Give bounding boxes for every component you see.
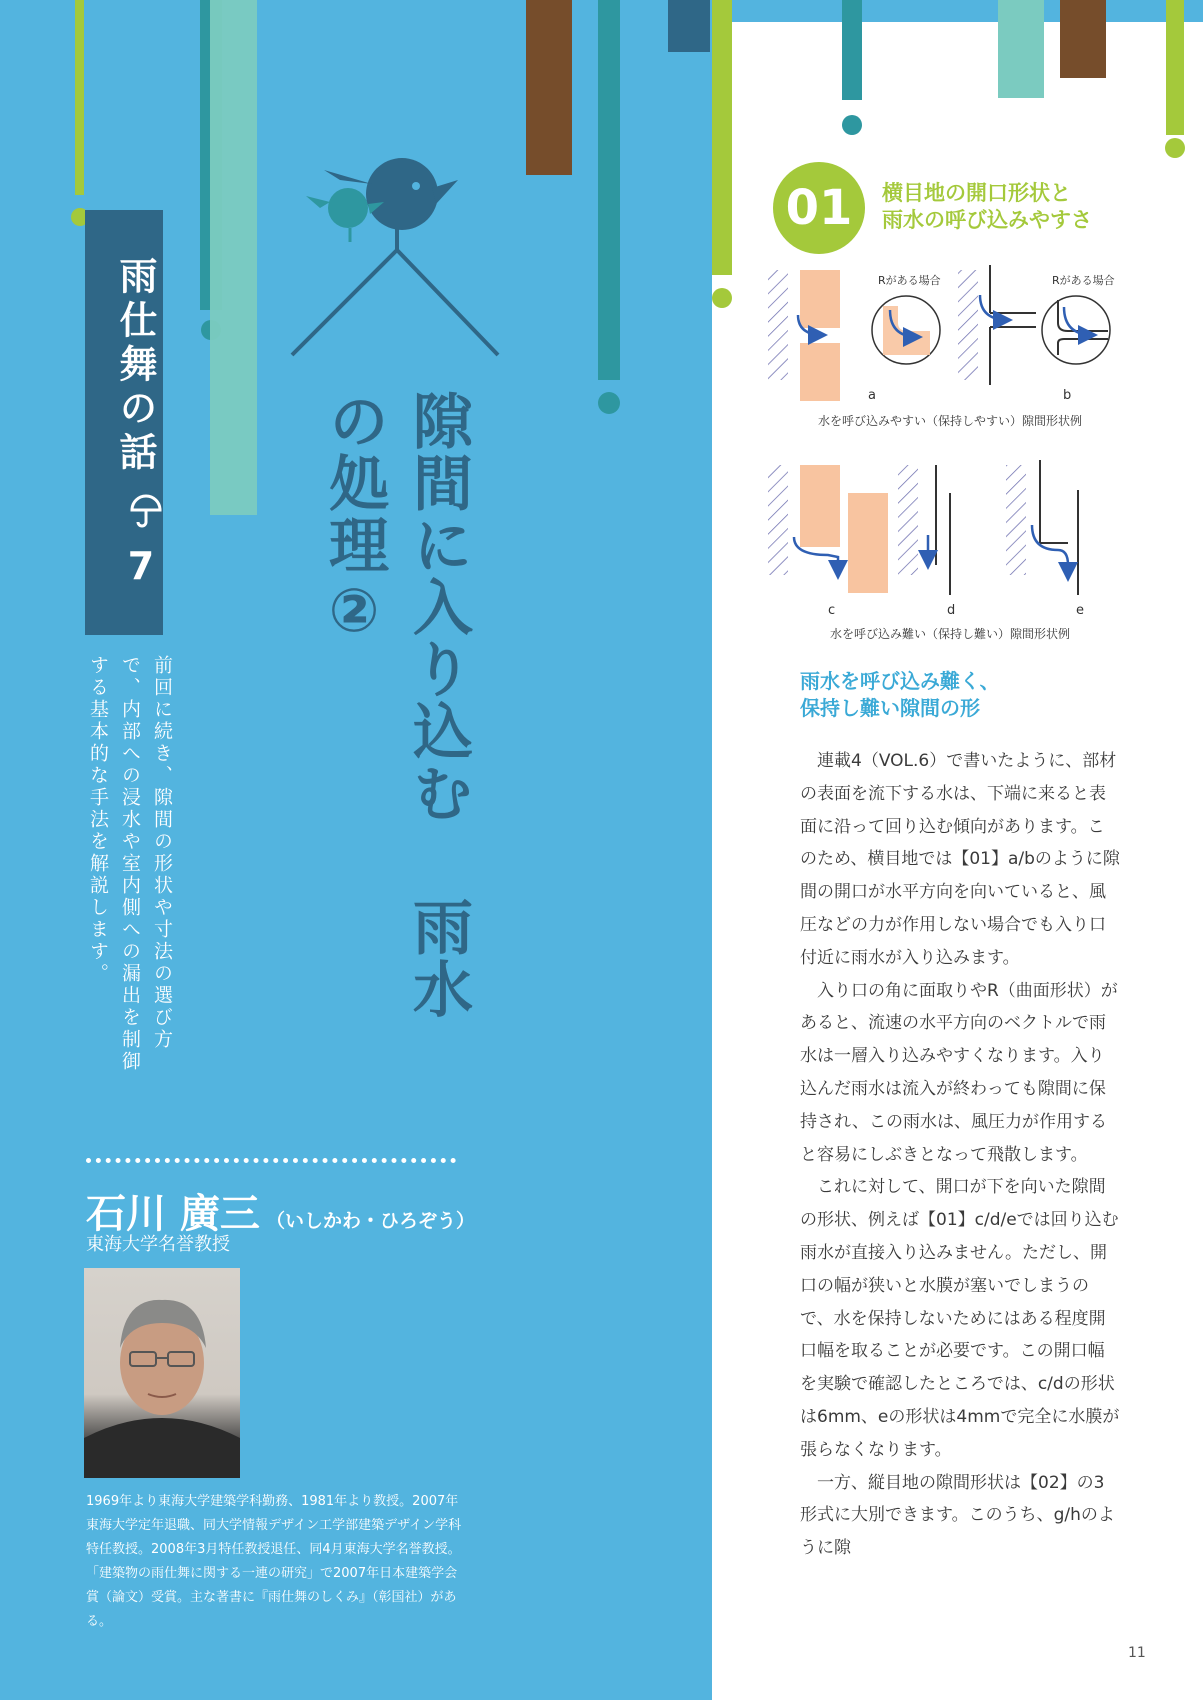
dotted-divider: [86, 1158, 456, 1163]
r-label-b: Rがある場合: [1052, 274, 1115, 287]
main-title-line1: 隙間に入り込む: [403, 390, 473, 824]
label-b: b: [1063, 388, 1072, 403]
body-paragraph: 連載4（VOL.6）で書いたように、部材の表面を流下する水は、下端に来ると表面に沿って回り込む傾向があります。このため、横目地では【01】a/bのように隙間の開口が水平方向を向いていると、風圧などの力が作用しない場合でも入り口付近に雨水が入り込みます。: [800, 751, 1120, 968]
bird-illustration: [280, 150, 510, 365]
figure-title: 横目地の開口形状と 雨水の呼び込みやすさ: [882, 181, 1092, 232]
author-reading: （いしかわ・ひろぞう）: [265, 1210, 475, 1232]
label-c: c: [828, 603, 836, 618]
figure-number-badge: 01: [773, 162, 865, 254]
body-paragraph: 入り口の角に面取りやR（曲面形状）があると、流速の水平方向のベクトルで雨水は一層入り込みやすくなります。入り込んだ雨水は流入が終わっても隙間に保持され、この雨水は、風圧力が作用すると容易にしぶきとなって飛散します。: [800, 980, 1118, 1165]
author-name-text: 石川 廣三: [86, 1191, 260, 1237]
section-heading: 雨水を呼び込み難く、 保持し難い隙間の形: [800, 669, 1000, 720]
diagram-d: [898, 465, 950, 595]
author-photo: [84, 1268, 240, 1478]
diagram-c: [768, 465, 888, 593]
label-d: d: [947, 603, 956, 618]
diagram-a: [768, 270, 940, 401]
caption-hard: 水を呼び込み難い（保持し難い）隙間形状例: [830, 627, 1071, 641]
lead-text: 前回に続き、隙間の形状や寸法の選び方で、内部への浸水や室内側への漏出を制御する基本的な手法を解説します。: [87, 655, 173, 1073]
body-text: [800, 745, 1120, 1565]
series-title: [85, 230, 163, 620]
caption-easy: 水を呼び込みやすい（保持しやすい）隙間形状例: [818, 414, 1083, 428]
series-title-text: 雨仕舞の話: [113, 256, 157, 476]
author-title: 東海大学名誉教授: [86, 1234, 230, 1255]
main-title: [300, 390, 480, 1030]
body-paragraph: これに対して、開口が下を向いた隙間の形状、例えば【01】c/d/eでは回り込む雨水が直接入り込みません。ただし、開口の幅が狭いと水膜が塞いでしまうので、水を保持しないためにはある程度開口幅を取ることが必要です。この開口幅を実験で確認したところでは、c/dの形状は6mm、eの形状は4mmで完全に水膜が張らなくなります。: [800, 1177, 1120, 1460]
umbrella-icon: [129, 490, 163, 530]
label-a: a: [868, 388, 876, 403]
r-label-a: Rがある場合: [878, 274, 941, 287]
body-paragraph: 一方、縦目地の隙間形状は【02】の3形式に大別できます。このうち、g/hのように隙: [800, 1472, 1115, 1559]
top-band: [712, 0, 1203, 22]
diagram-e: [1006, 460, 1078, 595]
author-bio: 1969年より東海大学建築学科勤務、1981年より教授。2007年東海大学定年退職、同大学情報デザイン工学部建築デザイン学科特任教授。2008年3月特任教授退任、同4月東海大学名誉教授。「建築物の雨仕舞に関する一連の研究」で2007年日本建築学会賞（論文）受賞。主な著書に『雨仕舞のしくみ』（彰国社）がある。: [86, 1494, 462, 1629]
main-title-line2: 雨水の処理②: [319, 390, 473, 1020]
series-number: 7: [119, 544, 163, 594]
joint-shape-diagram: [768, 265, 1128, 645]
label-e: e: [1076, 603, 1084, 618]
page-number: 11: [1128, 1645, 1146, 1661]
